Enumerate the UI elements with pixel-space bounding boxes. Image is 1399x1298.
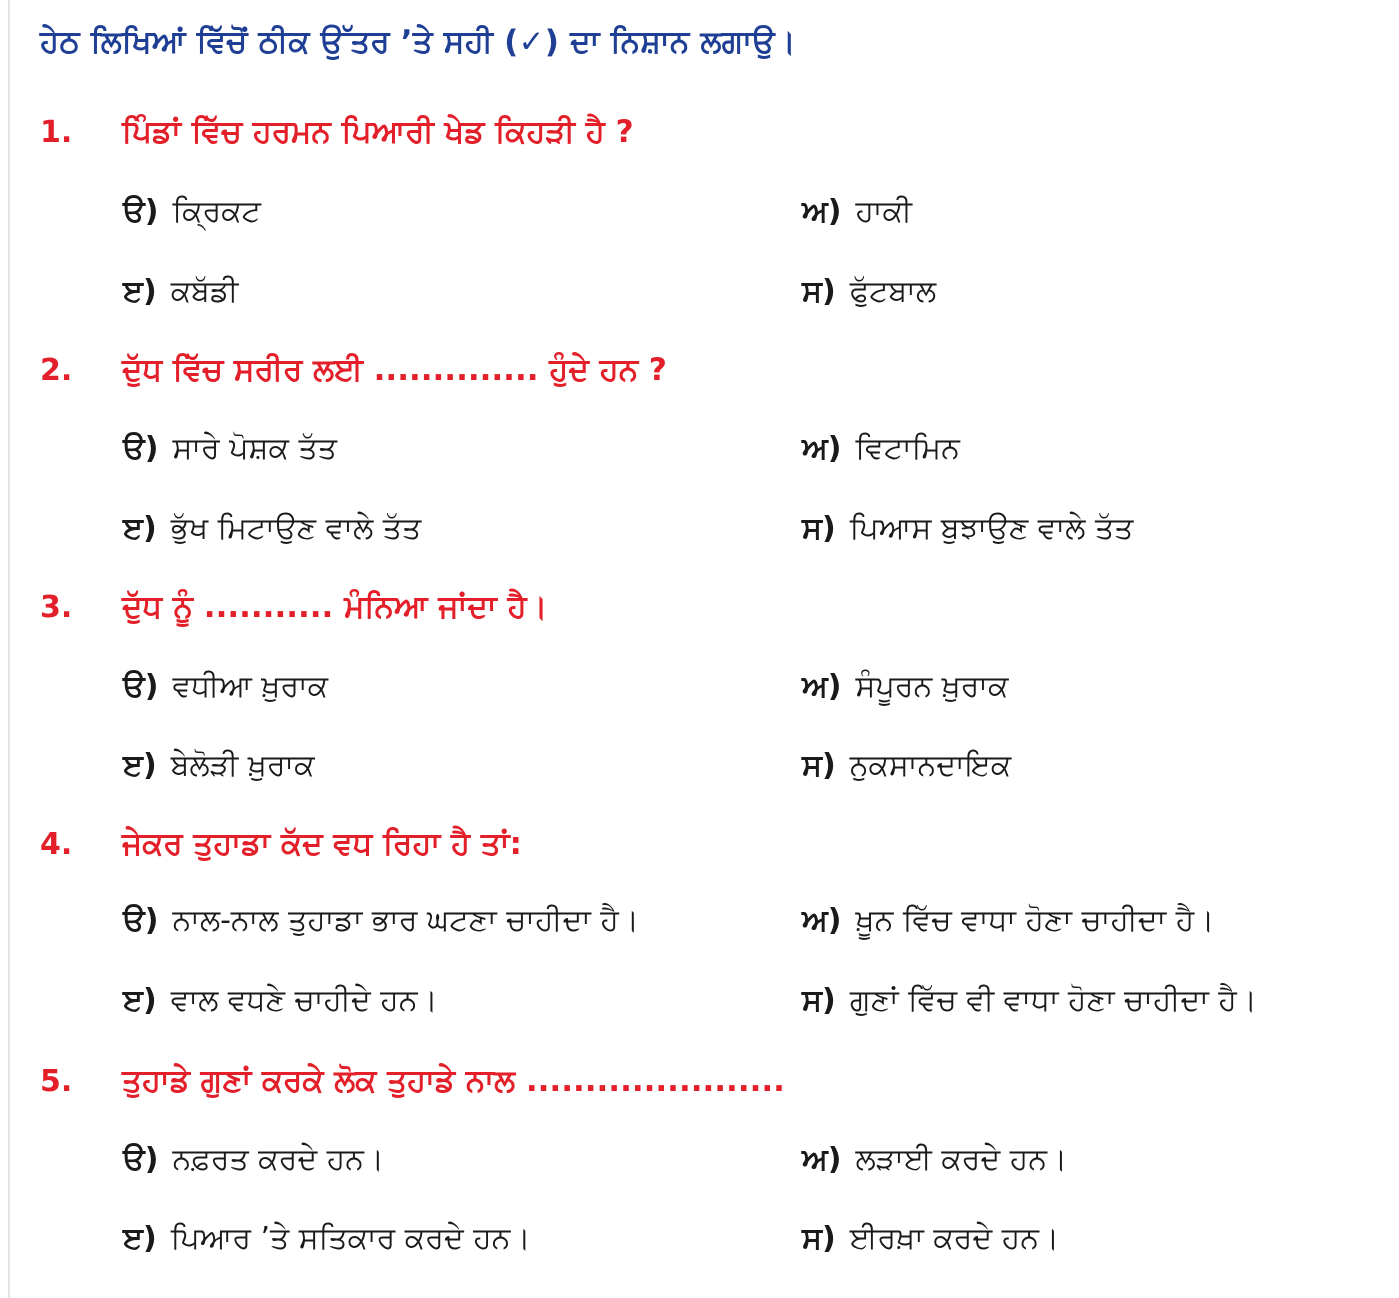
question-number: 5. (40, 1063, 73, 1099)
option-label: ਸ) (802, 1220, 836, 1256)
question-text: ਪਿੰਡਾਂ ਵਿੱਚ ਹਰਮਨ ਪਿਆਰੀ ਖੇਡ ਕਿਹੜੀ ਹੈ ? (122, 113, 634, 150)
option-label: ਅ) (802, 1141, 842, 1177)
option-label: ੲ) (123, 273, 157, 309)
option-label: ੳ) (123, 902, 159, 938)
question-number: 2. (40, 352, 73, 388)
option-label: ਸ) (802, 273, 836, 309)
q3-option-b[interactable] (802, 661, 1008, 711)
instruction-heading: ਹੇਠ ਲਿਖਿਆਂ ਵਿੱਚੋਂ ਠੀਕ ਉੱਤਰ ’ਤੇ ਸਹੀ (✓) ਦਾ ਨਿਸ਼ਾਨ ਲਗਾਉ। (40, 24, 796, 60)
q4-option-b[interactable] (802, 895, 1214, 945)
option-text: ਵਧੀਆ ਖ਼ੁਰਾਕ (172, 668, 329, 704)
option-text: ਕ੍ਰਿਕਟ (172, 193, 261, 229)
option-label: ਅ) (802, 668, 842, 704)
question-text: ਦੁੱਧ ਨੂੰ ........... ਮੰਨਿਆ ਜਾਂਦਾ ਹੈ। (122, 588, 548, 625)
question-4 (40, 818, 522, 870)
left-margin-rule (8, 0, 10, 1298)
option-text: ਨਾਲ-ਨਾਲ ਤੁਹਾਡਾ ਭਾਰ ਘਟਣਾ ਚਾਹੀਦਾ ਹੈ। (172, 902, 640, 938)
option-text: ਸਾਰੇ ਪੋਸ਼ਕ ਤੱਤ (172, 430, 337, 466)
option-text: ਖ਼ੂਨ ਵਿੱਚ ਵਾਧਾ ਹੋਣਾ ਚਾਹੀਦਾ ਹੈ। (855, 902, 1215, 938)
question-5 (40, 1055, 785, 1107)
option-text: ਪਿਆਰ ’ਤੇ ਸਤਿਕਾਰ ਕਰਦੇ ਹਨ। (170, 1220, 531, 1256)
q1-option-c[interactable] (123, 266, 238, 316)
q3-option-a[interactable] (123, 661, 328, 711)
option-label: ਸ) (802, 747, 836, 783)
option-text: ਵਾਲ ਵਧਣੇ ਚਾਹੀਦੇ ਹਨ। (170, 982, 438, 1018)
q3-option-d[interactable] (802, 740, 1011, 790)
option-label: ਅ) (802, 193, 842, 229)
option-text: ਪਿਆਸ ਬੁਝਾਉਣ ਵਾਲੇ ਤੱਤ (849, 510, 1134, 546)
question-text: ਦੁੱਧ ਵਿੱਚ ਸਰੀਰ ਲਈ .............. ਹੁੰਦੇ ਹਨ ? (122, 351, 667, 388)
q1-option-a[interactable] (123, 186, 261, 236)
question-1 (40, 106, 634, 158)
q4-option-a[interactable] (123, 895, 639, 945)
q2-option-d[interactable] (802, 503, 1133, 553)
option-text: ਸੰਪੂਰਨ ਖ਼ੁਰਾਕ (855, 668, 1009, 704)
option-label: ਅ) (802, 430, 842, 466)
q2-option-c[interactable] (123, 503, 421, 553)
option-label: ੲ) (123, 982, 157, 1018)
option-text: ਭੁੱਖ ਮਿਟਾਉਣ ਵਾਲੇ ਤੱਤ (170, 510, 422, 546)
option-text: ਹਾਕੀ (855, 193, 913, 229)
q4-option-c[interactable] (123, 975, 438, 1025)
q4-option-d[interactable] (802, 975, 1257, 1025)
question-2 (40, 344, 667, 396)
option-label: ੳ) (123, 193, 159, 229)
q3-option-c[interactable] (123, 740, 315, 790)
question-number: 4. (40, 826, 73, 862)
option-text: ਬੇਲੋੜੀ ਖ਼ੁਰਾਕ (170, 747, 315, 783)
q2-option-a[interactable] (123, 423, 337, 473)
option-label: ੲ) (123, 510, 157, 546)
question-number: 3. (40, 589, 73, 625)
option-text: ਈਰਖ਼ਾ ਕਰਦੇ ਹਨ। (849, 1220, 1060, 1256)
option-text: ਨੁਕਸਾਨਦਾਇਕ (849, 747, 1012, 783)
q5-option-a[interactable] (123, 1134, 384, 1184)
question-3 (40, 581, 548, 633)
option-label: ਸ) (802, 510, 836, 546)
option-label: ੲ) (123, 747, 157, 783)
option-text: ਗੁਣਾਂ ਵਿੱਚ ਵੀ ਵਾਧਾ ਹੋਣਾ ਚਾਹੀਦਾ ਹੈ। (849, 982, 1257, 1018)
q5-option-c[interactable] (123, 1213, 531, 1263)
option-label: ੳ) (123, 430, 159, 466)
q5-option-b[interactable] (802, 1134, 1067, 1184)
option-label: ੳ) (123, 1141, 159, 1177)
q1-option-b[interactable] (802, 186, 912, 236)
q5-option-d[interactable] (802, 1213, 1059, 1263)
option-text: ਲੜਾਈ ਕਰਦੇ ਹਨ। (855, 1141, 1068, 1177)
question-text: ਜੇਕਰ ਤੁਹਾਡਾ ਕੱਦ ਵਧ ਰਿਹਾ ਹੈ ਤਾਂ: (122, 825, 522, 862)
option-text: ਨਫ਼ਰਤ ਕਰਦੇ ਹਨ। (172, 1141, 385, 1177)
option-label: ਸ) (802, 982, 836, 1018)
option-label: ੳ) (123, 668, 159, 704)
option-text: ਵਿਟਾਮਿਨ (855, 430, 960, 466)
q1-option-d[interactable] (802, 266, 936, 316)
option-text: ਫੁੱਟਬਾਲ (849, 273, 937, 309)
option-label: ਅ) (802, 902, 842, 938)
question-number: 1. (40, 114, 73, 150)
question-text: ਤੁਹਾਡੇ ਗੁਣਾਂ ਕਰਕੇ ਲੋਕ ਤੁਹਾਡੇ ਨਾਲ ...................... (122, 1062, 785, 1099)
q2-option-b[interactable] (802, 423, 960, 473)
option-text: ਕਬੱਡੀ (170, 273, 239, 309)
option-label: ੲ) (123, 1220, 157, 1256)
